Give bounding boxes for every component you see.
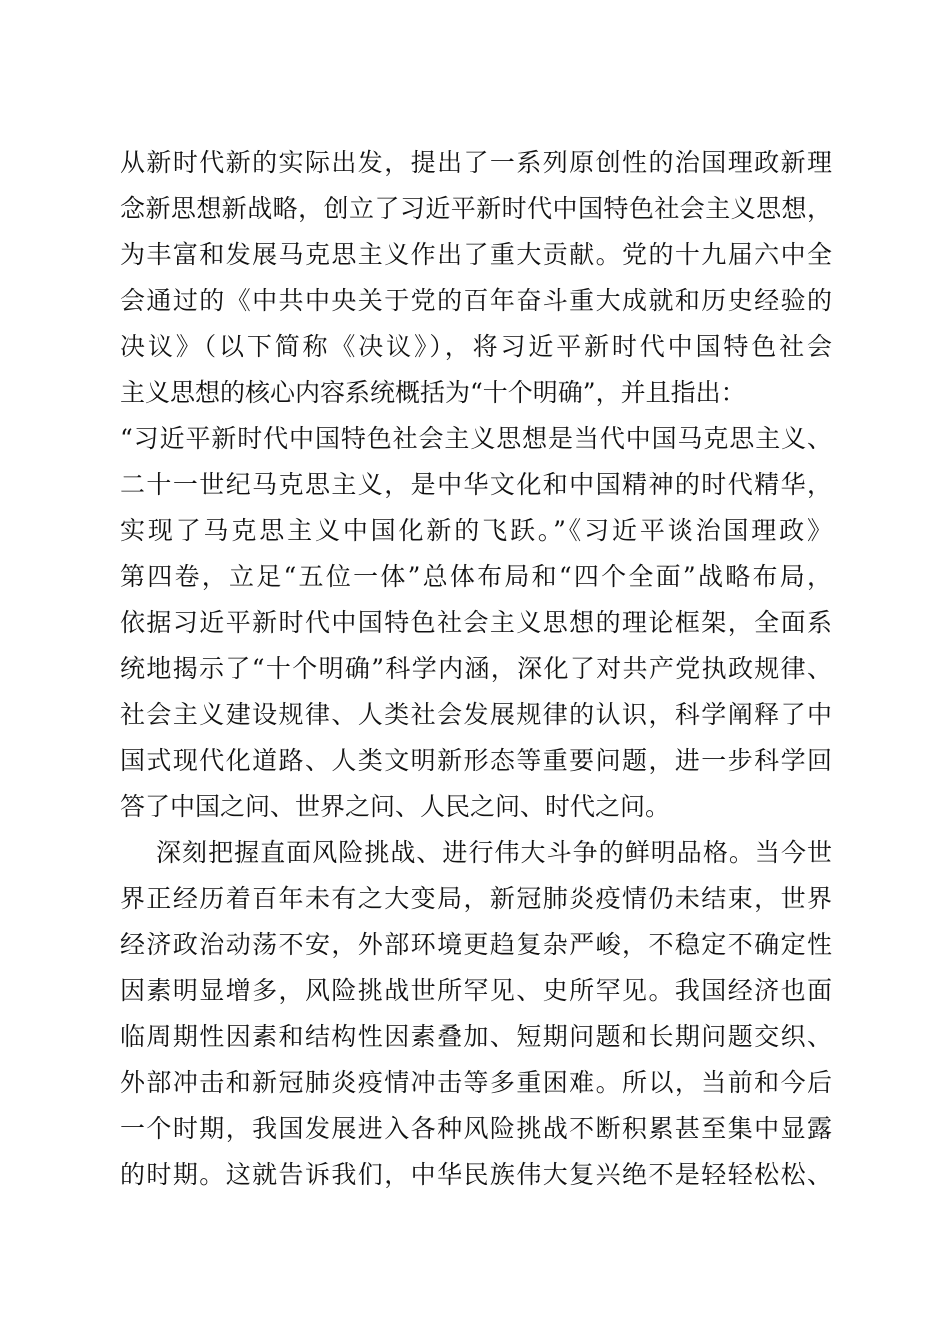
text-line: 临周期性因素和结构性因素叠加、短期问题和长期问题交织、 xyxy=(120,1022,832,1051)
text-line: 从新时代新的实际出发，提出了一系列原创性的治国理政新理 xyxy=(120,148,832,177)
text-line: 外部冲击和新冠肺炎疫情冲击等多重困难。所以，当前和今后 xyxy=(120,1068,832,1097)
text-line: 念新思想新战略，创立了习近平新时代中国特色社会主义思想， xyxy=(120,194,832,223)
text-line: 依据习近平新时代中国特色社会主义思想的理论框架，全面系 xyxy=(120,608,832,637)
text-line: 因素明显增多，风险挑战世所罕见、史所罕见。我国经济也面 xyxy=(120,976,832,1005)
text-line: 实现了马克思主义中国化新的飞跃。”《习近平谈治国理政》 xyxy=(120,516,832,545)
text-line: 二十一世纪马克思主义，是中华文化和中国精神的时代精华， xyxy=(120,470,832,499)
text-line: 社会主义建设规律、人类社会发展规律的认识，科学阐释了中 xyxy=(120,700,832,729)
text-line: 的时期。这就告诉我们，中华民族伟大复兴绝不是轻轻松松、 xyxy=(120,1160,832,1189)
text-line: 为丰富和发展马克思主义作出了重大贡献。党的十九届六中全 xyxy=(120,240,832,269)
text-line: 国式现代化道路、人类文明新形态等重要问题，进一步科学回 xyxy=(120,746,832,775)
text-line: 会通过的《中共中央关于党的百年奋斗重大成就和历史经验的 xyxy=(120,286,832,315)
text-line: 统地揭示了“十个明确”科学内涵，深化了对共产党执政规律、 xyxy=(120,654,832,683)
paragraph-first-line: 深刻把握直面风险挑战、进行伟大斗争的鲜明品格。当今世 xyxy=(156,838,832,867)
text-line: 第四卷，立足“五位一体”总体布局和“四个全面”战略布局， xyxy=(120,562,832,591)
text-line: 界正经历着百年未有之大变局，新冠肺炎疫情仍未结束，世界 xyxy=(120,884,832,913)
text-line: 一个时期，我国发展进入各种风险挑战不断积累甚至集中显露 xyxy=(120,1114,832,1143)
text-line: 答了中国之问、世界之问、人民之问、时代之问。 xyxy=(120,792,671,821)
text-line: 主义思想的核心内容系统概括为“十个明确”，并且指出： xyxy=(120,378,746,407)
text-line: “习近平新时代中国特色社会主义思想是当代中国马克思主义、 xyxy=(120,424,832,453)
text-line: 经济政治动荡不安，外部环境更趋复杂严峻，不稳定不确定性 xyxy=(120,930,832,959)
text-line: 决议》（以下简称《决议》），将习近平新时代中国特色社会 xyxy=(120,332,832,361)
